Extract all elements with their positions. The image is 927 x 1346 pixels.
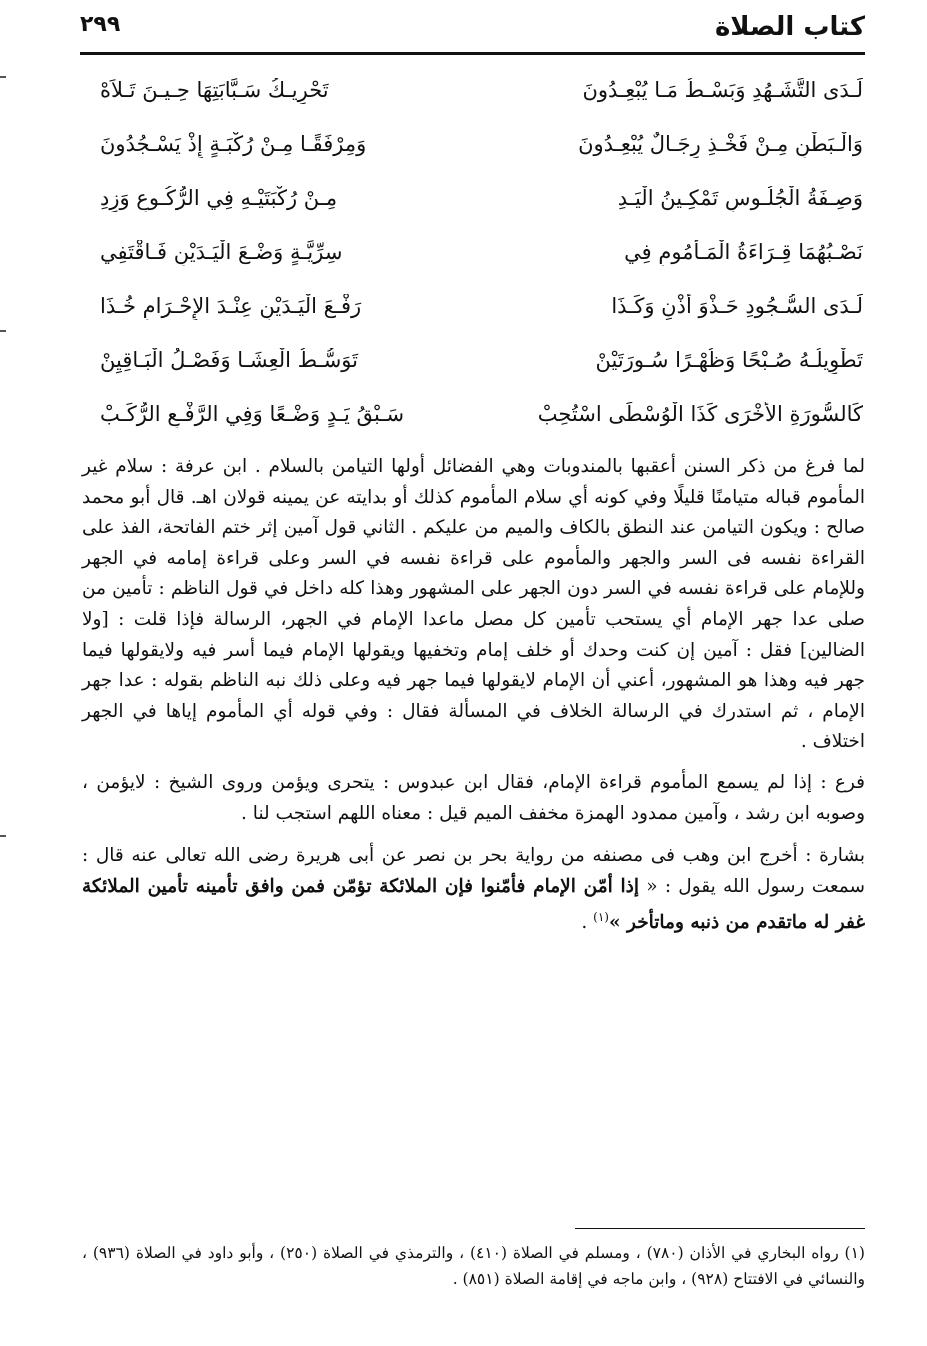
hadith-text: إذا أمّن الإمام فأمّنوا فإن الملائكة تؤمّن فمن وافق تأمينه تأمين الملائكة غفر له ماتقدم من ذنبه وماتأخر: [82, 875, 865, 934]
footnote-item: (١) رواه البخاري في الأذان (٧٨٠) ، ومسلم في الصلاة (٤١٠) ، والترمذي في الصلاة (٢٥٠) ، وأبو داود في الصلاة (٩٣٦) ، والنسائي في الافتتاح (٩٢٨) ، وابن ماجه في إقامة الصلاة (٨٥١) .: [82, 1244, 865, 1288]
verse-first-hemistich: لَـدَى التَّشَـهُدِ وَبَسْـطُ مَـا يُبْعِـدُونَ: [582, 78, 863, 103]
footnotes: [82, 1240, 865, 1292]
verse-first-hemistich: وَصِـفَةُ الْجُلُـوسِ تَمْكِـينُ الْيَـدِ: [617, 186, 863, 211]
scan-edge-mark: [0, 76, 6, 78]
verse-line: [100, 226, 863, 280]
verse-second-hemistich: سِرِّيَّـةٍ وَضْـعَ الْيَـدَيْنِ فَـاقْتَفِي: [100, 240, 343, 265]
commentary-text: [82, 452, 865, 949]
verse-line: [100, 64, 863, 118]
verse-second-hemistich: سَـبْقُ يَـدٍ وَضْـعًا وَفِي الرَّفْـعِ الرُّكَـبْ: [100, 402, 405, 427]
hadith-intro: بشارة : أخرج ابن وهب فى مصنفه من رواية بحر بن نصر عن أبى هريرة رضى الله تعالى عنه قال : سمعت رسول الله يقول : «: [82, 845, 865, 897]
verse-second-hemistich: مِـنْ رُكْبَتَيْـهِ فِي الرُّكُـوعِ وَزِدِ: [100, 186, 338, 211]
verse-second-hemistich: وَمِرْفَقًـا مِـنْ رُكْبَـةٍ إِذْ يَسْـجُدُونَ: [100, 132, 367, 157]
commentary-paragraph: [82, 841, 865, 939]
verse-first-hemistich: كَالسُّورَةِ الأُخْرَى كَذَا الْوُسْطَى اسْتُحِبْ: [537, 402, 863, 427]
verse-first-hemistich: تَطْوِيلُـهُ صُـبْحًا وَظُهْـرًا سُـورَتَيْنْ: [595, 348, 863, 373]
commentary-paragraph: فرع : إذا لم يسمع المأموم قراءة الإمام، فقال ابن عبدوس : يتحرى ويؤمن وروى الشيخ : لايؤمن ، وصوبه ابن رشد ، وآمين ممدود الهمزة مخفف الميم قيل : معناه اللهم استجب لنا .: [82, 771, 865, 824]
poem-block: [100, 64, 863, 442]
commentary-paragraph: لما فرغ من ذكر السنن أعقبها بالمندوبات وهي الفضائل أولها التيامن بالسلام . ابن عرفة : سلام غير المأموم قباله متيامنًا قليلًا وفي كونه أي سلام المأموم كذلك أو بدايته عن يمينه قولان اهـ. قال أبو محمد صالح : ويكون التيامن عند النطق بالكاف والميم من عليكم . الثاني قول آمين إثر ختم الفاتحة، الفذ على القراءة نفسه فى السر والجهر والمأموم على قراءة نفسه في السر وعلى قراءة إمامه في الجهر وللإمام على قراءة نفسه في السر دون الجهر على المشهور وهذا كله داخل في قول الناظم : تأمين من صلى عدا جهر الإمام أي يستحب تأمين كل مصل ماعدا الإمام في الجهر، الرسالة فإذا قلت : [ولا الضالين] فقل : آمين إن كنت وحدك أو خلف إمام وتخفيها ويقولها الإمام فيما أسر فيه ولايقولها فيما جهر فيه وهذا هو المشهور، أعني أن الإمام لايقولها فيما جهر فيه وعلى ذلك نبه الناظم بقوله : عدا جهر الإمام ، ثم استدرك في الرسالة الخلاف في المسألة فقال : وفي قوله أي المأموم إياها في الجهر اختلاف .: [82, 456, 865, 753]
footnote-reference[interactable]: (١): [593, 910, 609, 925]
verse-first-hemistich: وَالْـبَطْنِ مِـنْ فَخْـذِ رِجَـالٌ يُبْعِـدُونَ: [578, 132, 863, 157]
verse-line: [100, 118, 863, 172]
verse-line: [100, 388, 863, 442]
sentence-end: .: [581, 912, 594, 934]
verse-first-hemistich: لَـدَى السُّـجُودِ حَـذْوَ أُذْنٍ وَكَـذَا: [611, 294, 863, 319]
header-divider: [80, 52, 865, 55]
verse-first-hemistich: نَصْـبُهُمَا قِـرَاءَةُ الْمَـأْمُومِ فِي: [624, 240, 863, 265]
page-number: ٢٩٩: [80, 12, 121, 37]
footnote-divider: [575, 1228, 865, 1229]
verse-line: [100, 172, 863, 226]
verse-line: [100, 280, 863, 334]
scan-edge-mark: [0, 835, 6, 837]
verse-line: [100, 334, 863, 388]
verse-second-hemistich: تَوَسُّـطُ الْعِشَـا وَفَصْـلُ الْبَـاقِيِنْ: [100, 348, 358, 373]
scan-edge-mark: [0, 330, 6, 332]
verse-second-hemistich: تَحْرِيـكُ سَـبَّابَتِهَا حِـيـنَ تَـلاَهْ: [100, 78, 329, 103]
hadith-close-quote: »: [608, 912, 627, 934]
verse-second-hemistich: رَفْـعَ الْيَـدَيْنِ عِنْـدَ الإِحْـرَامِ خُـذَا: [100, 294, 362, 319]
chapter-title: كتاب الصلاة: [714, 12, 865, 42]
page-header: [80, 10, 865, 50]
